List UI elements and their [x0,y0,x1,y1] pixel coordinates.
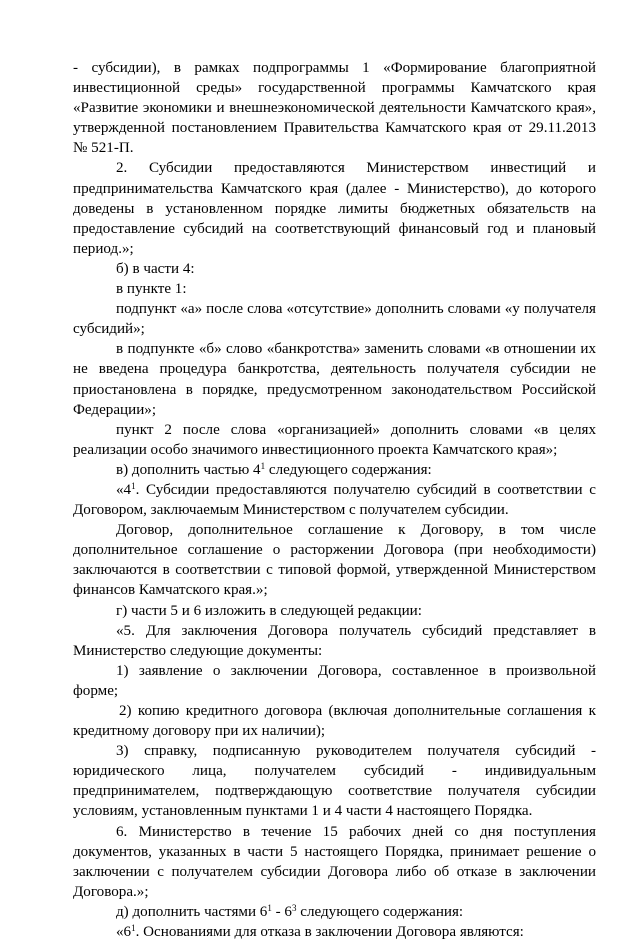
text-run: в) дополнить частью 4 [116,461,261,478]
text-run: в пункте 1: [116,281,187,298]
paragraph-p6 [73,339,596,419]
superscript: 1 [260,460,266,471]
text-run: 3) справку, подписанную руководителем получателя субсидий - юридического лица, получателем субсидий - индивидуальным предпринимателем, подтверждающую соответствие получателя субсидии условиям, установленным пунктами 1 и 4 части 4 настоящего Порядка. [73,743,596,820]
paragraph-p14 [73,701,596,741]
text-run: «4 [116,481,132,498]
text-run: следующего содержания: [265,461,432,478]
text-run: г) части 5 и 6 изложить в следующей редакции: [116,602,422,619]
text-run: б) в части 4: [116,260,195,277]
text-run: 2. Субсидии предоставляются Министерством инвестиций и предпринимательства Камчатского края (далее - Министерство), до которого доведены в установленном порядке лимиты бюджетных обязательств на предоставление субсидий на соответствующий финансовый год и плановый период.»; [73,160,596,257]
text-run: 6. Министерство в течение 15 рабочих дней со дня поступления документов, указанных в части 5 настоящего Порядка, принимает решение о заключении с получателем субсидии Договора либо об отказе в заключении Договора.»; [73,823,596,900]
text-run: - 6 [271,903,292,920]
paragraph-p5 [73,299,596,339]
text-run: Договор, дополнительное соглашение к Договору, в том числе дополнительное соглашение о расторжении Договора (при необходимости) заключаются в соответствии с типовой формой, утвержденной Министерством финансов Камчатского края.»; [73,522,596,599]
text-run: в подпункте «б» слово «банкротства» заменить словами «в отношении их не введена процедура банкротства, деятельность получателя субсидии не приостановлена в порядке, предусмотренном законодательством Российской Федерации»; [73,341,596,418]
paragraph-p8 [73,460,596,480]
paragraph-p4 [73,279,596,299]
paragraph-p9 [73,480,596,520]
text-run: . Субсидии предоставляются получателю субсидий в соответствии с Договором, заключаемым Министерством с получателем субсидии. [73,481,596,519]
paragraph-p18 [73,922,596,942]
paragraph-p13 [73,661,596,701]
superscript: 1 [131,923,136,934]
paragraph-p10 [73,520,596,600]
paragraph-p2 [73,158,596,258]
text-run: подпункт «а» после слова «отсутствие» дополнить словами «у получателя субсидий»; [73,301,596,338]
paragraph-p7 [73,420,596,460]
text-run: 2) копию кредитного договора (включая дополнительные соглашения к кредитному договору при их наличии); [73,703,596,740]
text-run: 1) заявление о заключении Договора, составленное в произвольной форме; [73,662,596,699]
paragraph-p15 [73,741,596,821]
paragraph-p16 [73,822,596,902]
text-run: «5. Для заключения Договора получатель субсидий представляет в Министерство следующие документы: [73,622,596,659]
text-run: следующего содержания: [296,903,464,920]
paragraph-p11 [73,601,596,621]
text-run: - субсидии), в рамках подпрограммы 1 «Формирование благоприятной инвестиционной среды» государственной программы Камчатского края «Развитие экономики и внешнеэкономической деятельности Камчатского края», утвержденной постановлением Правительства Камчатского края от 29.11.2013 № 521-П. [73,60,596,157]
superscript: 1 [267,902,272,913]
superscript: 3 [291,902,297,913]
paragraph-p3 [73,259,596,279]
superscript: 1 [131,480,136,491]
text-run: пункт 2 после слова «организацией» дополнить словами «в целях реализации особо значимого инвестиционного проекта Камчатского края»; [73,421,596,458]
text-run: д) дополнить частями 6 [116,903,268,920]
paragraph-p1 [73,58,596,158]
paragraph-p12 [73,621,596,661]
text-run: «6 [116,924,132,941]
text-run: . Основаниями для отказа в заключении Договора являются: [135,924,524,941]
